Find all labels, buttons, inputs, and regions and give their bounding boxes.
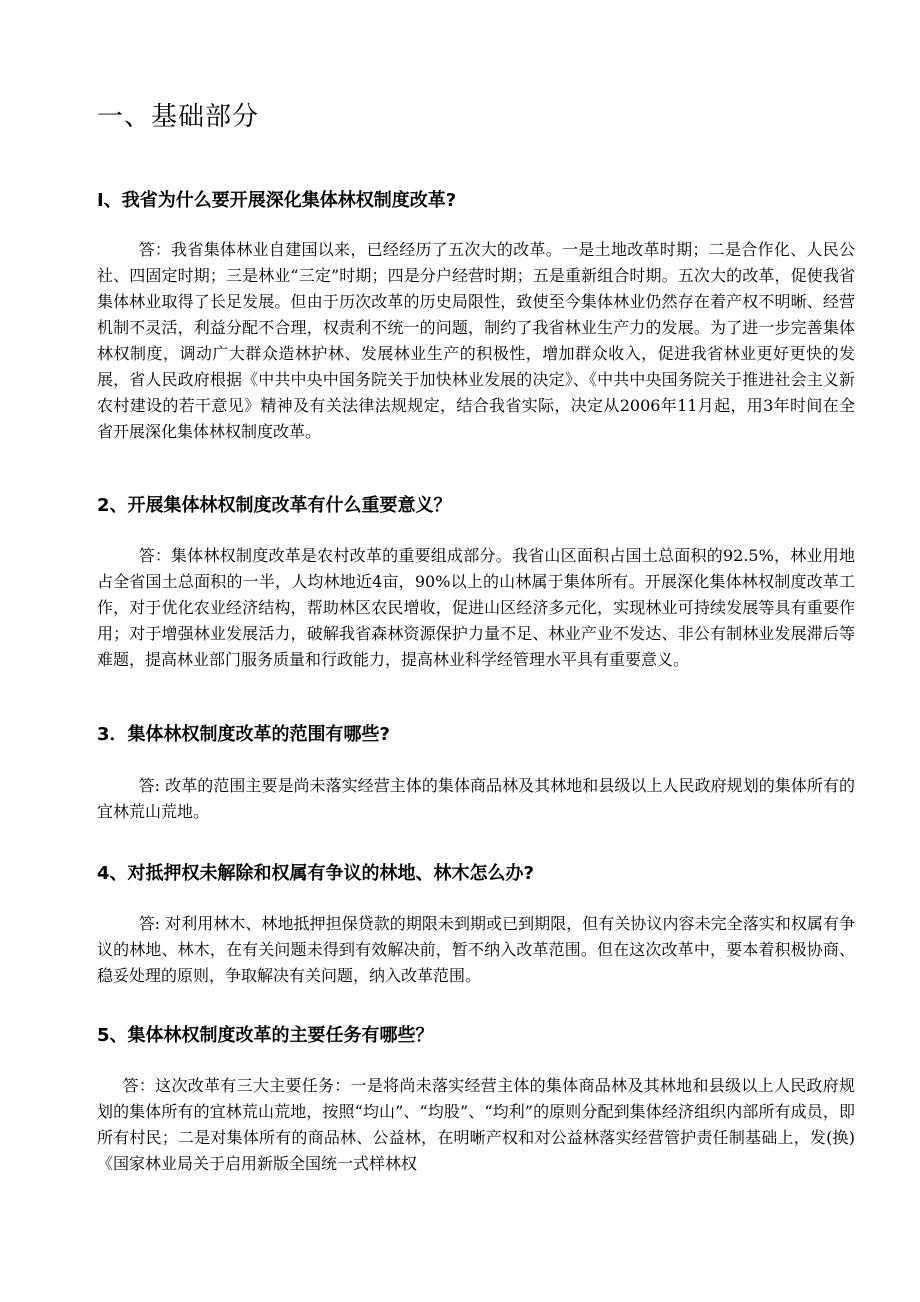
section-title: 一、基础部分: [97, 102, 260, 132]
answer-4: 答: 对利用林木、林地抵押担保贷款的期限未到期或已到期限，但有关协议内容未完全落实和权属有争议的林地、林木，在有关问题未得到有效解决前，暂不纳入改革范围。但在这次改革中，要本着积极协商、稳妥处理的原则，争取解决有关问题，纳入改革范围。: [97, 914, 855, 985]
question-5: 5、集体林权制度改革的主要任务有哪些？: [97, 1025, 434, 1046]
answer-5: 答：这次改革有三大主要任务：一是将尚未落实经营主体的集体商品林及其林地和县级以上人民政府规划的集体所有的宜林荒山荒地，按照“均山”、“均股”、“均利”的原则分配到集体经济组织内部所有成员，即所有村民；二是对集体所有的商品林、公益林，在明晰产权和对公益林落实经营管护责任制基础上，发(换)《国家林业局关于启用新版全国统一式样林权: [97, 1076, 855, 1173]
question-2: 2、开展集体林权制度改革有什么重要意义？: [97, 495, 452, 516]
question-3: 3．集体林权制度改革的范围有哪些?: [97, 724, 390, 745]
answer-1: 答：我省集体林业自建国以来，已经经历了五次大的改革。一是土地改革时期；二是合作化、人民公社、四固定时期；三是林业“三定”时期；四是分户经营时期；五是重新组合时期。五次大的改革，促使我省集体林业取得了长足发展。但由于历次改革的历史局限性，致使至今集体林业仍然存在着产权不明晰、经营机制不灵活，利益分配不合理，权责利不统一的问题，制约了我省林业生产力的发展。为了进一步完善集体林权制度，调动广大群众造林护林、发展林业生产的积极性，增加群众收入，促进我省林业更好更快的发展，省人民政府根据《中共中央中国务院关于加快林业发展的决定》、《中共中央国务院关于推进社会主义新农村建设的若干意见》精神及有关法律法规规定，结合我省实际，决定从2006年11月起，用3年时间在全省开展深化集体林权制度改革。: [97, 240, 855, 441]
answer-3: 答: 改革的范围主要是尚未落实经营主体的集体商品林及其林地和县级以上人民政府规划的集体所有的宜林荒山荒地。: [97, 776, 855, 821]
answer-2: 答：集体林权制度改革是农村改革的重要组成部分。我省山区面积占国土总面积的92.5%，林业用地占全省国土总面积的一半，人均林地近4亩，90%以上的山林属于集体所有。开展深化集体林权制度改革工作，对于优化农业经济结构，帮助林区农民增收，促进山区经济多元化，实现林业可持续发展等具有重要作用；对于增强林业发展活力，破解我省森林资源保护力量不足、林业产业不发达、非公有制林业发展滞后等难题，提高林业部门服务质量和行政能力，提高林业科学经管理水平具有重要意义。: [97, 546, 855, 669]
question-4: 4、对抵押权未解除和权属有争议的林地、林木怎么办?: [97, 863, 534, 884]
question-1: I、我省为什么要开展深化集体林权制度改革?: [97, 190, 457, 211]
